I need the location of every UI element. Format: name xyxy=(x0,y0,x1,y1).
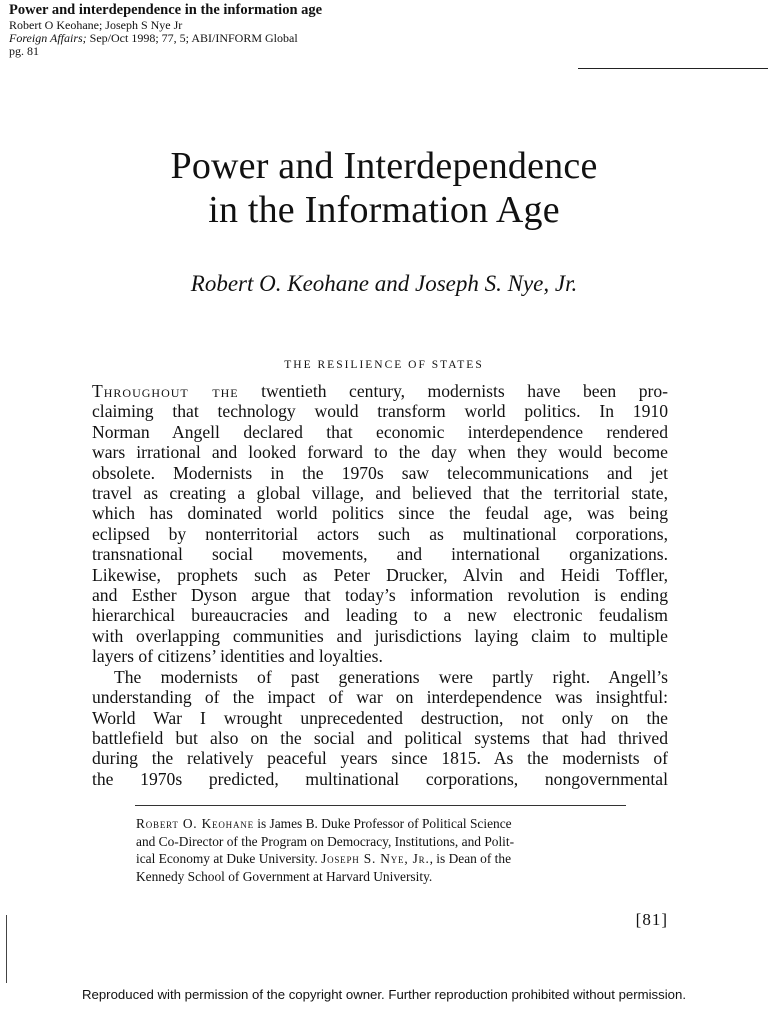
body-line: hierarchical bureaucracies and leading to a new electronic feudalism xyxy=(92,605,668,626)
permission-notice: Reproduced with permission of the copyright owner. Further reproduction prohibited without permission. xyxy=(81,987,686,1002)
page-number: [81] xyxy=(635,910,668,929)
body-line: understanding of the impact of war on interdependence was insightful: xyxy=(92,687,668,708)
header-citation xyxy=(9,32,569,45)
body-line: The modernists of past generations were partly right. Angell’s xyxy=(114,666,668,687)
body-line: and Esther Dyson argue that today’s information revolution is ending xyxy=(92,585,668,606)
header-page: pg. 81 xyxy=(9,44,39,58)
body-line: wars irrational and looked forward to the day when they would become xyxy=(92,442,668,463)
opening-smallcaps: Throughout the xyxy=(92,381,239,401)
body-line: World War I wrought unprecedented destruction, not only on the xyxy=(92,707,668,728)
body-line: travel as creating a global village, and believed that the territorial state, xyxy=(92,483,668,504)
header-authors: Robert O Keohane; Joseph S Nye Jr xyxy=(9,18,183,32)
section-heading: THE RESILIENCE OF STATES xyxy=(284,359,484,371)
footnote-line: ical Economy at Duke University. Joseph S. Nye, Jr., is Dean of the xyxy=(136,851,512,866)
article-title-line-1: Power and Interdependence xyxy=(170,145,598,187)
footnote-line: Kennedy School of Government at Harvard University. xyxy=(136,868,433,884)
footnote-author-2: Joseph S. Nye, Jr. xyxy=(321,851,430,866)
body-line: Norman Angell declared that economic interdependence rendered xyxy=(92,421,668,442)
article-title xyxy=(0,144,768,232)
document-header xyxy=(9,2,569,58)
body-line: with overlapping communities and jurisdictions laying claim to multiple xyxy=(92,625,668,646)
header-rule xyxy=(578,68,768,69)
body-line: which has dominated world politics since the feudal age, was being xyxy=(92,503,668,524)
body-line: transnational social movements, and international organizations. xyxy=(92,544,668,565)
footnote-rule xyxy=(135,805,626,806)
body-line: claiming that technology would transform world politics. In 1910 xyxy=(92,401,668,422)
header-title: Power and interdependence in the information age xyxy=(9,2,323,18)
body-line: battlefield but also on the social and political systems that had thrived xyxy=(92,727,668,748)
body-line: layers of citizens’ identities and loyalties. xyxy=(92,646,383,667)
article-title-line-2: in the Information Age xyxy=(208,189,560,231)
footnote-line: Robert O. Keohane is James B. Duke Professor of Political Science xyxy=(136,816,512,831)
header-journal: Foreign Affairs; xyxy=(9,31,87,45)
body-line: the 1970s predicted, multinational corporations, nongovernmental xyxy=(92,768,668,789)
body-line: eclipsed by nonterritorial actors such as multinational corporations, xyxy=(92,523,668,544)
article-body xyxy=(92,381,668,789)
header-citation-details: Sep/Oct 1998; 77, 5; ABI/INFORM Global xyxy=(86,31,298,45)
article-byline: Robert O. Keohane and Joseph S. Nye, Jr. xyxy=(190,271,578,296)
footnote-author-1: Robert O. Keohane xyxy=(136,816,254,831)
body-line: Likewise, prophets such as Peter Drucker, Alvin and Heidi Toffler, xyxy=(92,564,668,585)
body-line: Throughout the twentieth century, modernists have been pro- xyxy=(92,381,669,401)
body-line: during the relatively peaceful years since 1815. As the modernists of xyxy=(92,748,668,769)
author-footnote xyxy=(136,815,628,885)
body-line: obsolete. Modernists in the 1970s saw telecommunications and jet xyxy=(92,462,668,483)
scan-edge-line xyxy=(6,915,7,983)
footnote-line: and Co-Director of the Program on Democracy, Institutions, and Polit- xyxy=(136,833,515,849)
